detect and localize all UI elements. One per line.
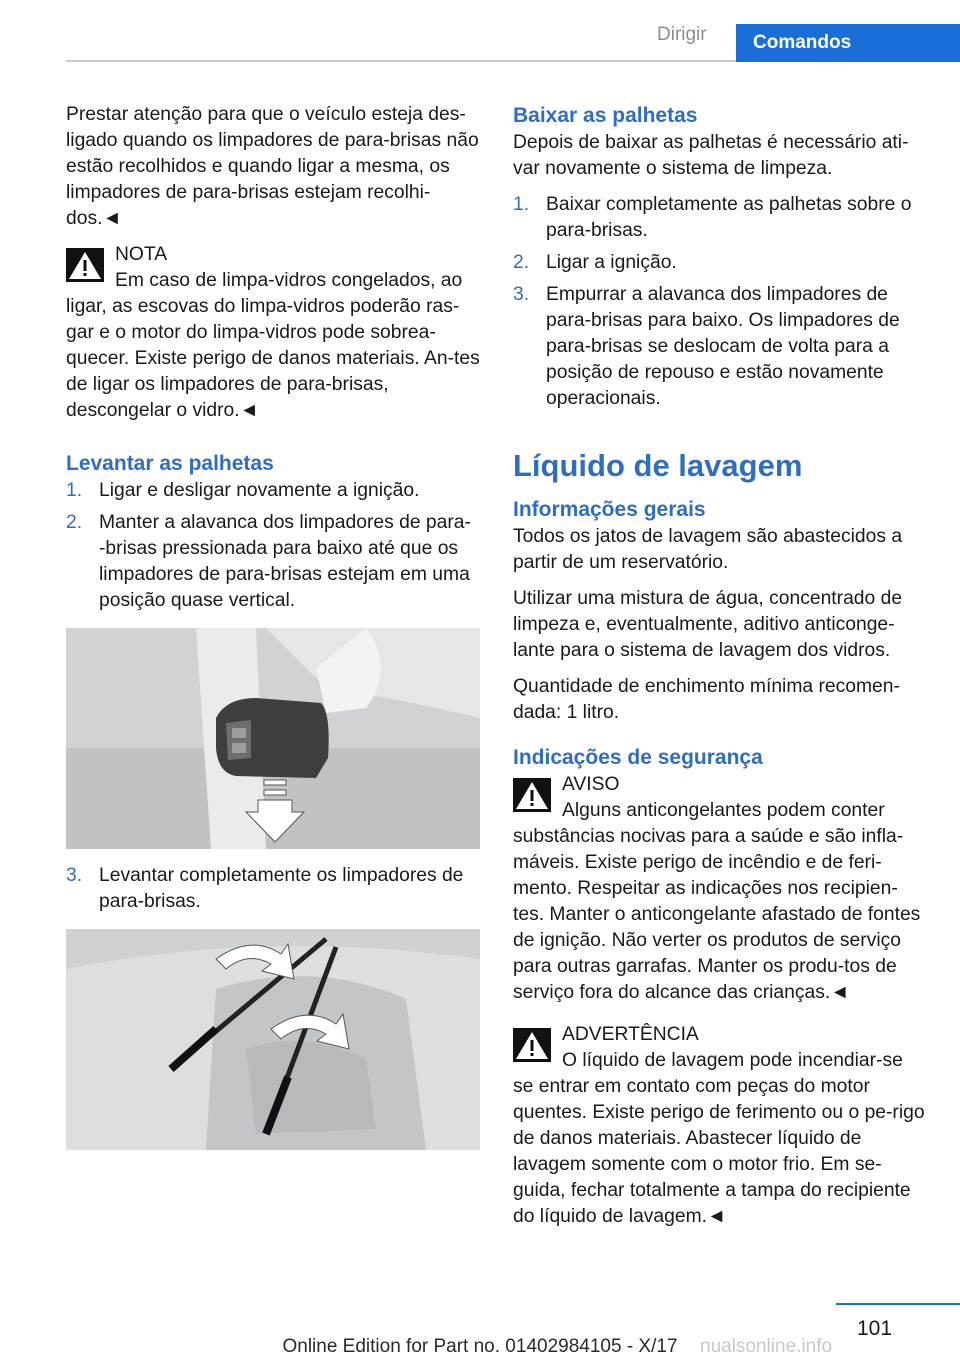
- raise-steps-continued: [66, 863, 480, 915]
- general-heading: Informações gerais: [513, 498, 706, 521]
- warning-title: AVISO: [562, 774, 620, 795]
- caution-box: [513, 1022, 927, 1230]
- intro-paragraph: Prestar atenção para que o veículo esteja des-ligado quando os limpadores de para-brisas não estão recolhidos e quando ligar a mesma, os limpadores de para-brisas estejam recolhi-dos.◄: [66, 104, 479, 229]
- list-item: 1. Ligar e desligar novamente a ignição.: [66, 480, 420, 501]
- watermark: nualsonline.info: [700, 1336, 833, 1357]
- general-paragraph-2: Utilizar uma mistura de água, concentrado de limpeza e, eventualmente, aditivo anticonge-lante para o sistema de lavagem dos vidros.: [513, 588, 903, 661]
- chapter-tab: Comandos: [736, 24, 960, 62]
- warning-triangle-icon: [513, 1028, 551, 1062]
- page-number: 101: [857, 1317, 893, 1340]
- list-item: 3. Empurrar a alavanca dos limpadores de para-brisas para baixo. Os limpadores de para-brisas se deslocam de volta para a posição de repouso e estão novamente operacionais.: [513, 284, 900, 409]
- safety-heading: Indicações de segurança: [513, 746, 763, 769]
- list-item: 2. Ligar a ignição.: [513, 252, 677, 273]
- list-item: 2. Manter a alavanca dos limpadores de para-‑brisas pressionada para baixo até que os limpadores de para-brisas estejam em uma posição quase vertical.: [66, 512, 471, 611]
- wiper-raise-image: [66, 929, 480, 1150]
- list-item: 1. Baixar completamente as palhetas sobre o para-brisas.: [513, 194, 912, 241]
- general-paragraph-1: Todos os jatos de lavagem são abastecidos a partir de um reservatório.: [513, 526, 903, 573]
- caution-title: ADVERTÊNCIA: [562, 1024, 699, 1045]
- lower-steps: [513, 192, 927, 412]
- edition-text: Online Edition for Part no. 01402984105 - X/17: [282, 1336, 678, 1357]
- warning-body: Alguns anticongelantes podem conter substâncias nocivas para a saúde e são infla-máveis. Existe perigo de incêndio e de feri-mento. Respeitar as indicações nos recipien-tes. Manter o anticongelante afastado de fontes de ignição. Não verter os produtos de serviço para outras garrafas. Manter os produ-tos de serviço fora do alcance das crianças.◄: [513, 800, 921, 1003]
- lower-heading: Baixar as palhetas: [513, 104, 698, 127]
- note-box: [66, 242, 480, 424]
- section-label: Dirigir: [657, 24, 707, 45]
- warning-triangle-icon: [513, 778, 551, 812]
- fluid-heading: Líquido de lavagem: [513, 448, 803, 483]
- note-body: Em caso de limpa-vidros congelados, ao ligar, as escovas do limpa-vidros poderão ras-gar e o motor do limpa-vidros pode sobrea-quecer. Existe perigo de danos materiais. An-tes de ligar os limpadores de para-brisas, descongelar o vidro.◄: [66, 270, 480, 421]
- raise-heading: Levantar as palhetas: [66, 452, 274, 475]
- footer-rule: [836, 1303, 960, 1305]
- note-title: NOTA: [115, 244, 168, 265]
- warning-box: [513, 772, 927, 1006]
- general-paragraph-3: Quantidade de enchimento mínima recomen-dada: 1 litro.: [513, 676, 900, 723]
- left-column: [66, 102, 480, 1164]
- list-item: 3. Levantar completamente os limpadores de para-brisas.: [66, 865, 464, 912]
- raise-steps: [66, 478, 480, 614]
- warning-triangle-icon: [66, 248, 104, 282]
- right-column: [513, 102, 927, 1240]
- wiper-lever-image: [66, 628, 480, 849]
- lower-intro: Depois de baixar as palhetas é necessário ati-var novamente o sistema de limpeza.: [513, 132, 909, 179]
- wiper-lever-illustration: [66, 628, 480, 849]
- caution-body: O líquido de lavagem pode incendiar-se se entrar em contato com peças do motor quentes. Existe perigo de ferimento ou o pe-rigo de danos materiais. Abastecer líquido de lavagem somente com o motor frio. Em se-guida, fechar totalmente a tampa do recipiente do líquido de lavagem.◄: [513, 1050, 925, 1227]
- wiper-raise-illustration: [66, 929, 480, 1150]
